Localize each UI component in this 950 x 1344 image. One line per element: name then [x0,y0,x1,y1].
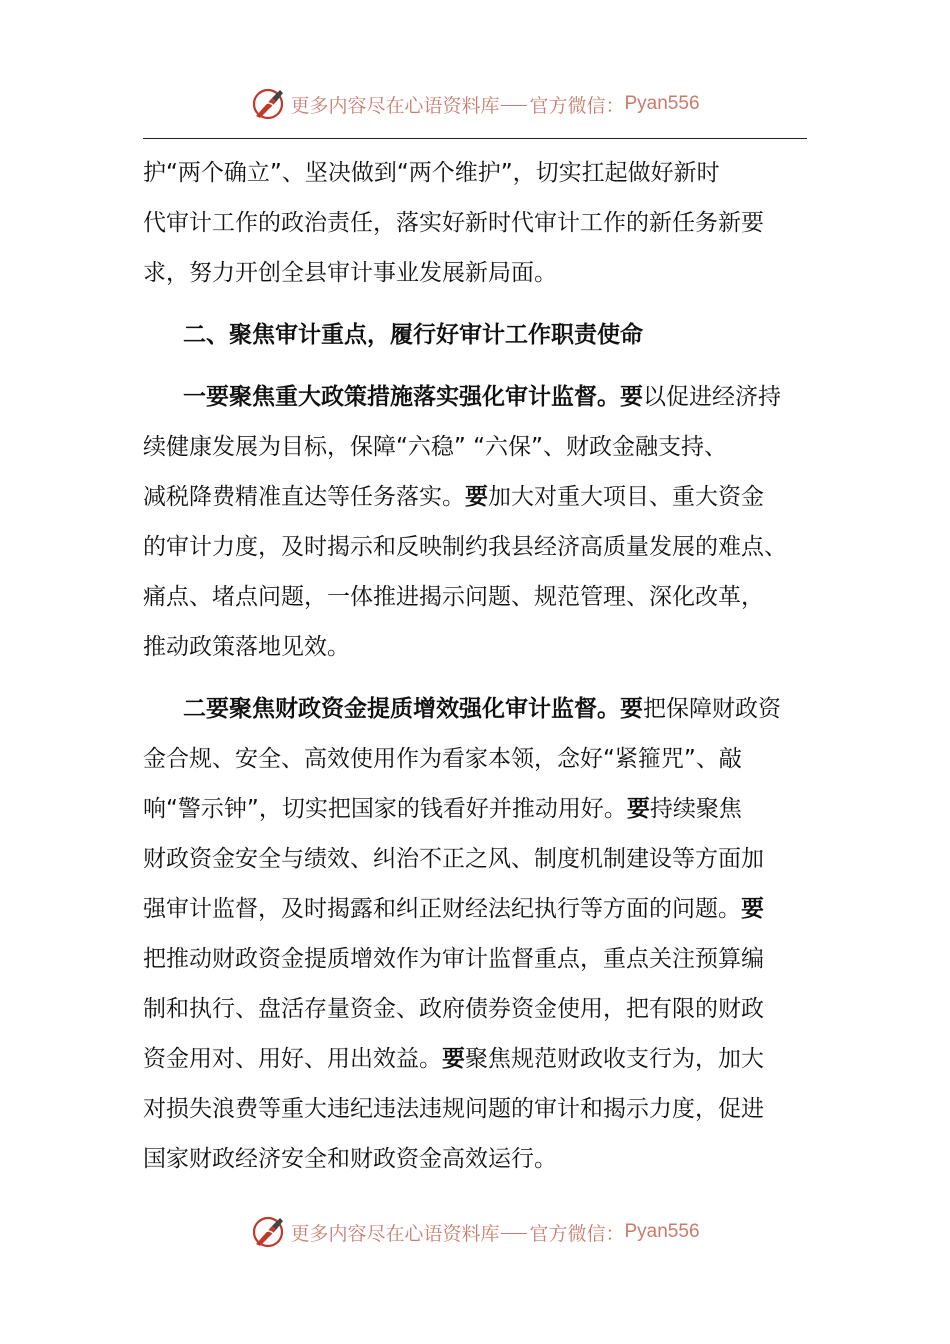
watermark-wechat-label: 官方微信： [529,94,625,117]
pen-logo-icon [250,86,286,122]
watermark-wechat-label: 官方微信： [529,1222,625,1245]
paragraph-2-line: 制和执行、盘活存量资金、政府债券资金使用，把有限的财政 [143,996,764,1022]
header-watermark [0,82,950,126]
paragraph-2-line: 强审计监督，及时揭露和纠正财经法纪执行等方面的问题。要 [143,896,764,922]
bold-lead: 一要聚焦重大政策措施落实强化审计监督。要 [183,384,643,410]
pen-logo-icon [250,1214,286,1250]
paragraph-2-line: 金合规、安全、高效使用作为看家本领，念好“紧箍咒”、敲 [143,746,742,772]
paragraph-1-line: 一要聚焦重大政策措施落实强化审计监督。要以促进经济持 [183,384,781,410]
bold-lead: 二要聚焦财政资金提质增效强化审计监督。要 [183,696,643,722]
paragraph-2-line: 资金用对、用好、用出效益。要聚焦规范财政收支行为，加大 [143,1046,764,1072]
watermark-text: 更多内容尽在心语资料库 [290,94,500,117]
paragraph-1-line: 痛点、堵点问题，一体推进揭示问题、规范管理、深化改革， [143,584,764,610]
paragraph-2-line: 国家财政经济安全和财政资金高效运行。 [143,1146,557,1172]
document-body [143,148,823,1184]
watermark-dash [501,105,527,106]
footer-watermark [0,1210,950,1254]
paragraph-1-line: 减税降费精准直达等任务落实。要加大对重大项目、重大资金 [143,484,764,510]
watermark-text: 更多内容尽在心语资料库 [290,1222,500,1245]
paragraph-2-line: 财政资金安全与绩效、纠治不正之风、制度机制建设等方面加 [143,846,764,872]
header-divider [143,138,807,139]
text-line: 代审计工作的政治责任，落实好新时代审计工作的新任务新要 [143,210,764,236]
watermark-wechat-id: Pyan556 [624,1221,700,1242]
paragraph-2-line: 把推动财政资金提质增效作为审计监督重点，重点关注预算编 [143,946,764,972]
watermark-dash [501,1233,527,1234]
paragraph-1-line: 推动政策落地见效。 [143,634,350,660]
paragraph-2-line: 响“警示钟”，切实把国家的钱看好并推动用好。要持续聚焦 [143,796,742,822]
paragraph-1-line: 的审计力度，及时揭示和反映制约我县经济高质量发展的难点、 [143,534,787,560]
text-line: 求，努力开创全县审计事业发展新局面。 [143,260,557,286]
paragraph-2-line: 二要聚焦财政资金提质增效强化审计监督。要把保障财政资 [183,696,781,722]
paragraph-2-line: 对损失浪费等重大违纪违法违规问题的审计和揭示力度，促进 [143,1096,764,1122]
paragraph-1-line: 续健康发展为目标，保障“六稳” “六保”、财政金融支持、 [143,434,727,460]
section-heading: 二、聚焦审计重点，履行好审计工作职责使命 [183,322,643,348]
watermark-wechat-id: Pyan556 [624,93,700,114]
text-line: 护“两个确立”、坚决做到“两个维护”，切实扛起做好新时 [143,160,720,186]
